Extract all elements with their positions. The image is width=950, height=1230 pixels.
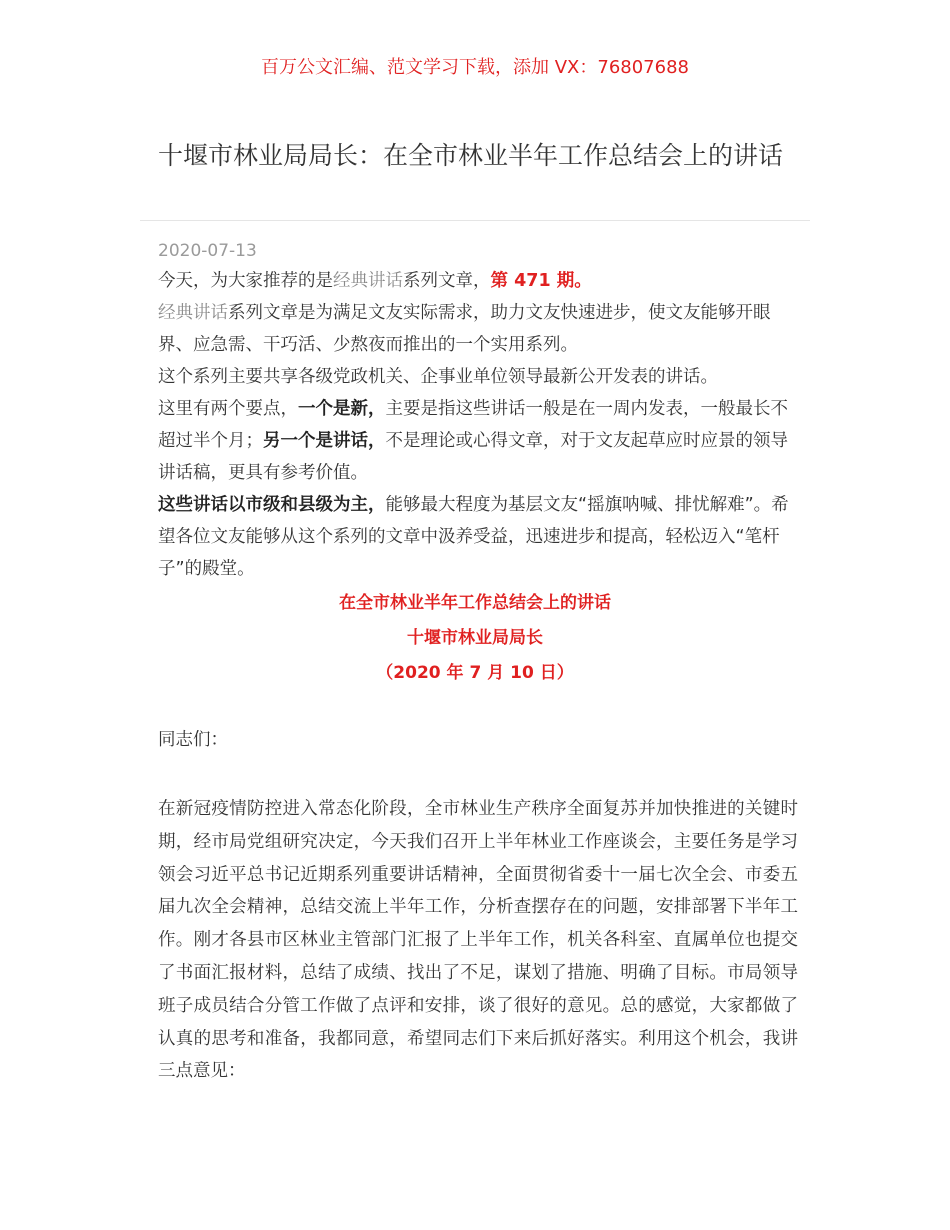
intro-paragraph-1 [158,265,798,297]
intro-text: 系列文章是为满足文友实际需求，助力文友快速进步，使文友能够开眼界、应急需、干巧活、少熬夜而推出的一个实用系列。 [158,303,771,355]
intro-text: 今天，为大家推荐的是 [158,271,333,291]
speech-date: （2020 年 7 月 10 日） [376,663,574,683]
key-point: 这些讲话以市级和县级为主， [158,495,386,515]
intro-text: 这里有两个要点， [158,399,298,419]
intro-paragraph-3: 这个系列主要共享各级党政机关、企事业单位领导最新公开发表的讲话。 [158,367,718,387]
series-name: 经典讲话 [333,271,403,291]
intro-text: 能够最大程度为基层文友“摇旗呐喊、排忧解难”。希望各位文友能够从这个系列的文章中汲养受益，迅速进步和提高，轻松迈入“笔杆子”的殿堂。 [158,495,789,579]
speech-heading: 在全市林业半年工作总结会上的讲话 [339,593,611,613]
speech-body-paragraph: 在新冠疫情防控进入常态化阶段，全市林业生产秩序全面复苏并加快推进的关键时期，经市局党组研究决定，今天我们召开上半年林业工作座谈会，主要任务是学习领会习近平总书记近期系列重要讲话精神，全面贯彻省委十一届七次全会、市委五届九次全会精神，总结交流上半年工作，分析查摆存在的问题，安排部署下半年工作。刚才各县市区林业主管部门汇报了上半年工作，机关各科室、直属单位也提交了书面汇报材料，总结了成绩、找出了不足，谋划了措施、明确了目标。市局领导班子成员结合分管工作做了点评和安排，谈了很好的意见。总的感觉，大家都做了认真的思考和准备，我都同意，希望同志们下来后抓好落实。利用这个机会，我讲三点意见： [158,799,798,1082]
key-point: 另一个是讲话， [263,431,386,451]
intro-paragraph-4 [158,393,798,489]
publish-date: 2020-07-13 [158,241,257,261]
intro-paragraph-5 [158,489,798,585]
speech-speaker: 十堰市林业局局长 [407,628,543,648]
speech-greeting: 同志们： [158,730,228,750]
title-divider [140,220,810,221]
series-name: 经典讲话 [158,303,228,323]
intro-text: 不是理论或心得文章，对于文友起草应时应景的领导讲话稿，更具有参考价值。 [158,431,788,483]
intro-paragraph-2 [158,297,798,361]
intro-text: 主要是指这些讲话一般是在一周内发表，一般最长不超过半个月； [158,399,788,451]
intro-text: 系列文章， [403,271,491,291]
promo-text: 百万公文汇编、范文学习下载，添加 VX：76807688 [261,57,689,78]
intro-section [158,265,798,585]
speech-header [0,586,950,691]
key-point: 一个是新， [298,399,386,419]
promo-banner [0,56,950,80]
issue-number: 第 471 期。 [490,271,592,291]
article-title: 十堰市林业局局长：在全市林业半年工作总结会上的讲话 [158,141,784,170]
